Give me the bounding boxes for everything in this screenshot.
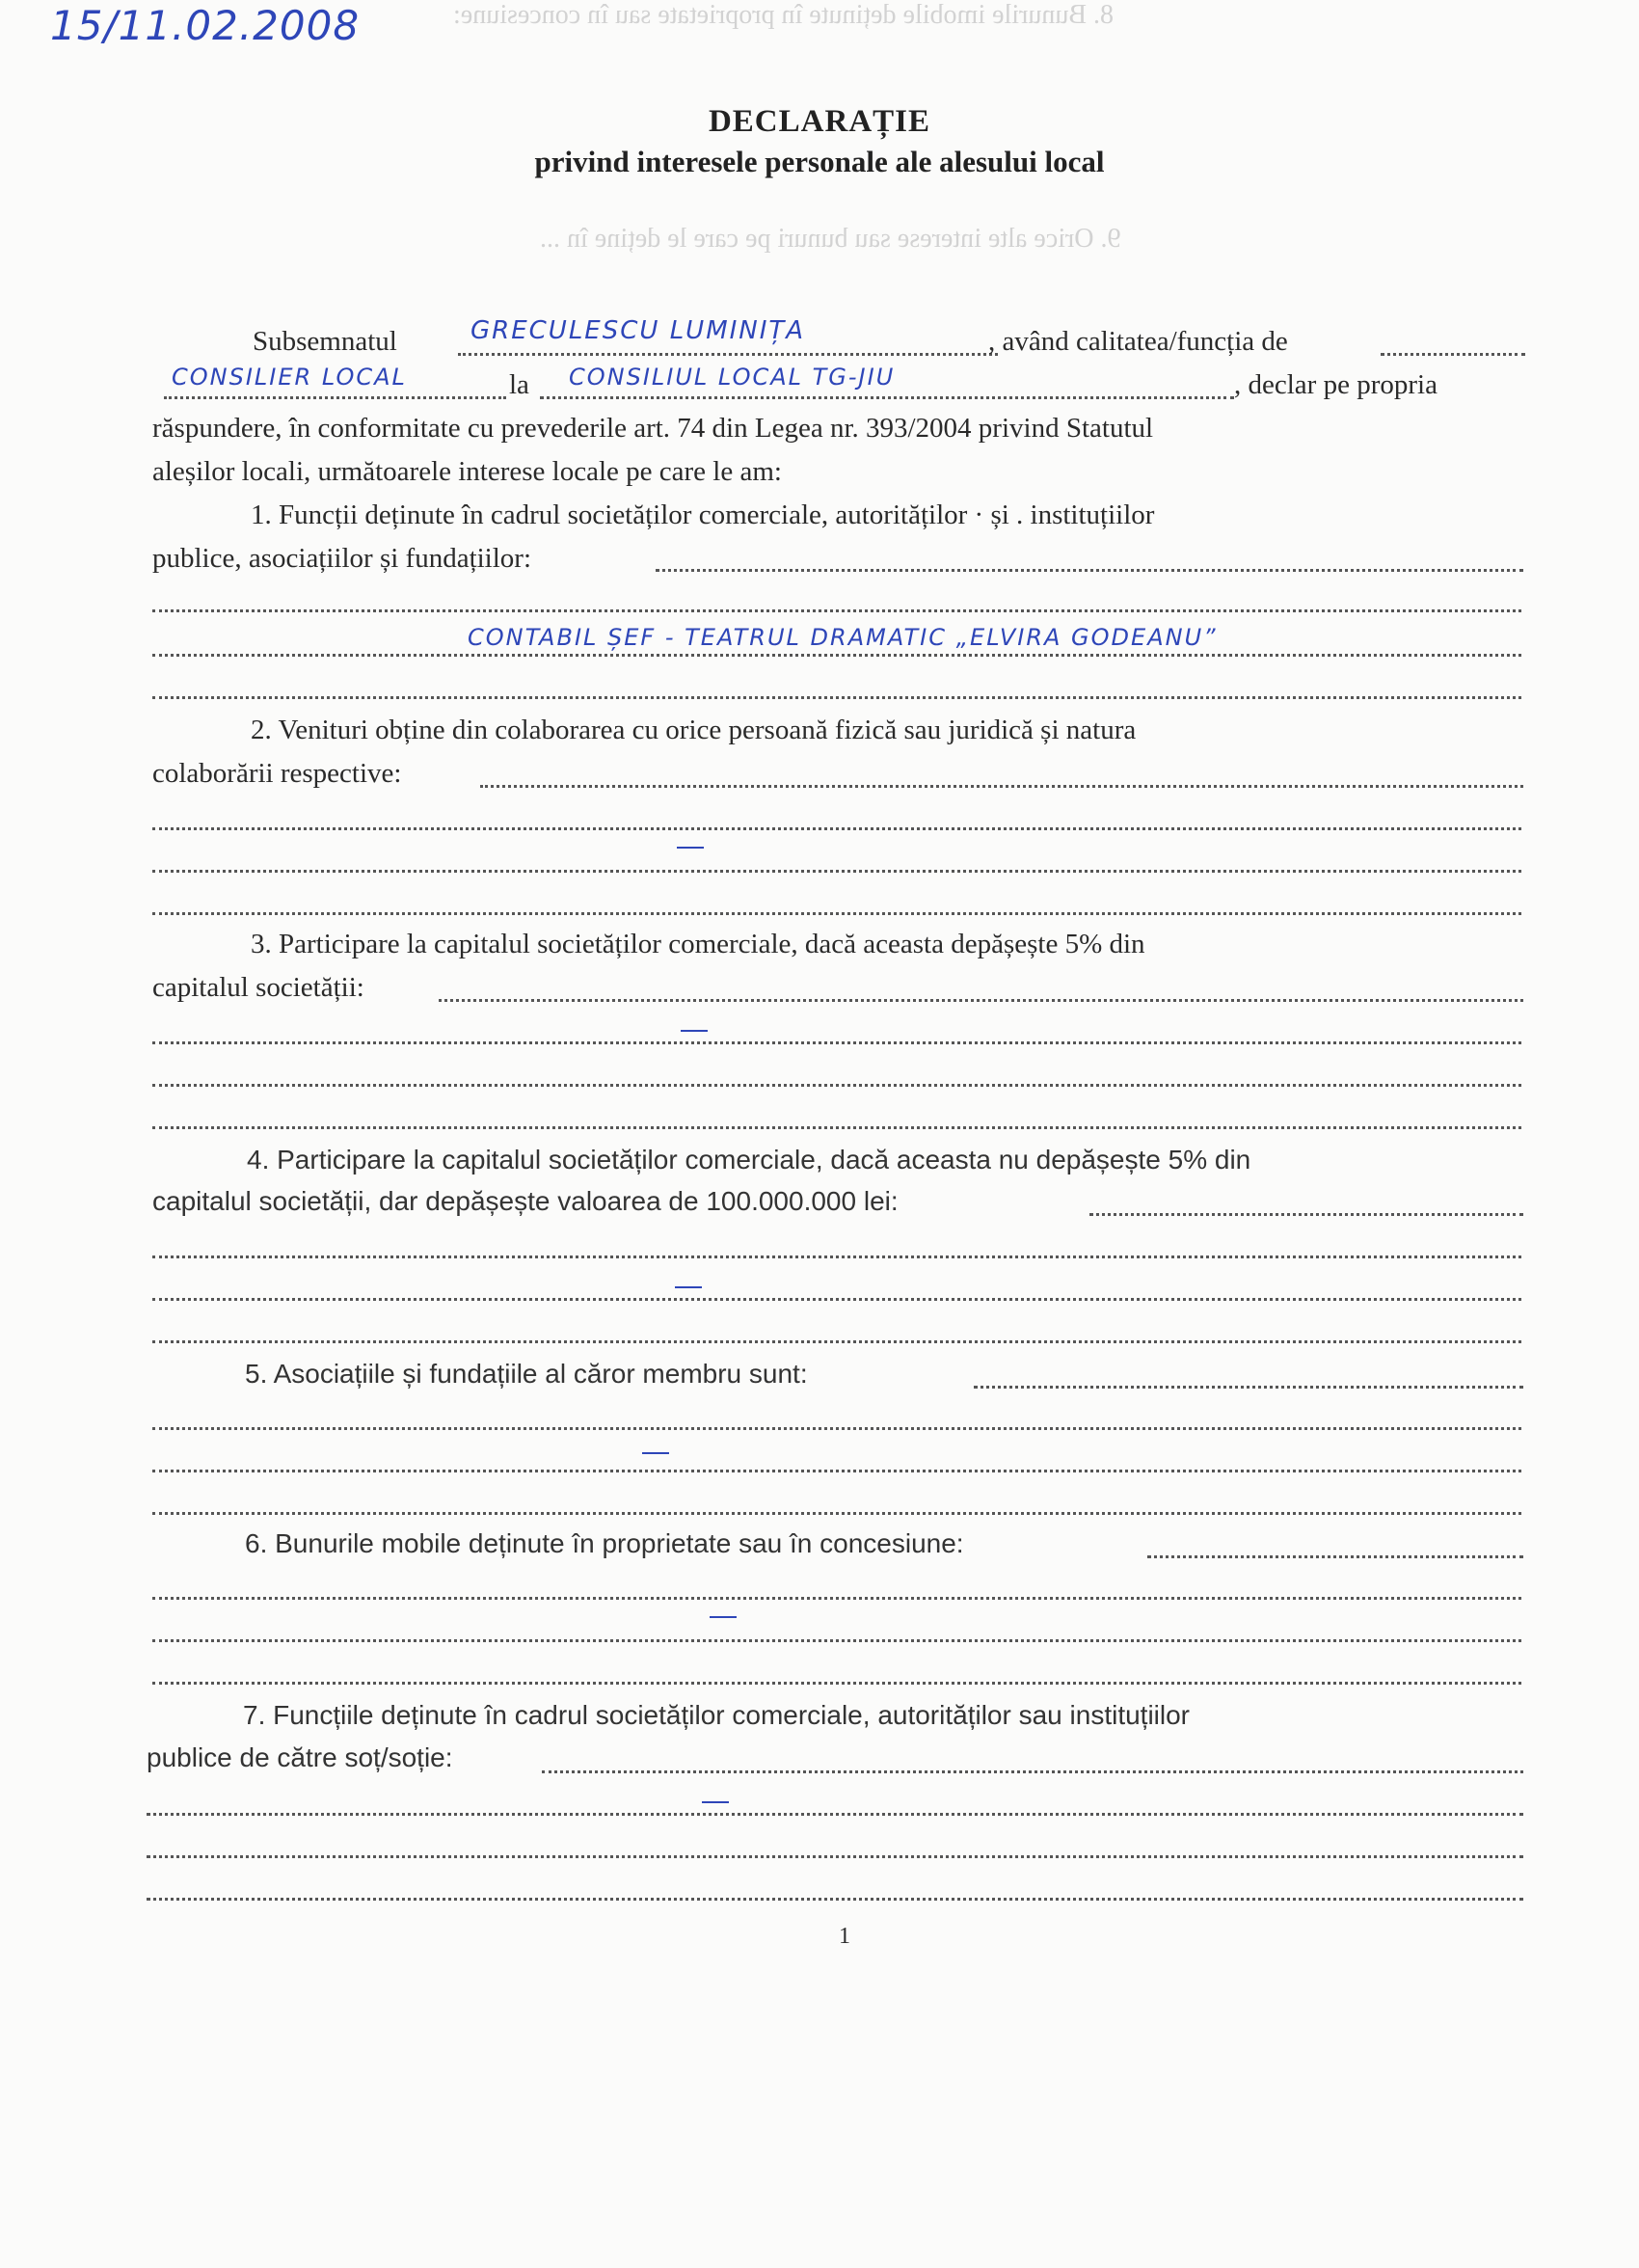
section-2-line-2: colaborării respective: bbox=[152, 758, 402, 789]
show-through-text: 8. Bunurile imobile deținute în proprietate sau în concesiune: bbox=[453, 0, 1115, 30]
section-5-fill-1 bbox=[974, 1386, 1523, 1389]
name-field-line bbox=[458, 353, 998, 356]
section-6-fill-4 bbox=[152, 1682, 1521, 1685]
section-6-fill-2 bbox=[152, 1597, 1521, 1600]
section-7-fill-3 bbox=[147, 1855, 1523, 1858]
section-7-fill-4 bbox=[147, 1898, 1523, 1901]
subsemnatul-label: Subsemnatul bbox=[253, 326, 397, 357]
section-2-fill-3 bbox=[152, 870, 1521, 873]
section-4-fill-2 bbox=[152, 1256, 1521, 1258]
section-2-fill-1 bbox=[480, 785, 1523, 788]
name-handwritten: GRECULESCU LUMINIȚA bbox=[470, 316, 806, 345]
la-label: la bbox=[509, 369, 529, 400]
section-3-line-1: 3. Participare la capitalul societăților comerciale, dacă aceasta depășește 5% din bbox=[251, 929, 1145, 959]
section-4-fill-3 bbox=[152, 1298, 1521, 1301]
section-3-fill-3 bbox=[152, 1084, 1521, 1087]
intro-line-4: aleșilor locali, următoarele interese locale pe care le am: bbox=[152, 456, 782, 487]
section-4-line-2: capitalul societății, dar depășește valoarea de 100.000.000 lei: bbox=[152, 1186, 899, 1216]
section-5-fill-4 bbox=[152, 1512, 1521, 1515]
section-4-fill-4 bbox=[152, 1340, 1521, 1343]
council-handwritten: CONSILIUL LOCAL TG-JIU bbox=[569, 364, 896, 391]
section-1-fill-2 bbox=[152, 609, 1521, 612]
section-1-line-2: publice, asociațiilor și fundațiilor: bbox=[152, 543, 532, 574]
function-field-line-a bbox=[1381, 353, 1525, 356]
section-6-fill-3 bbox=[152, 1639, 1521, 1642]
section-1-fill-4 bbox=[152, 696, 1521, 699]
section-1-handwritten: CONTABIL ȘEF - TEATRUL DRAMATIC „ELVIRA GODEANU” bbox=[468, 624, 1218, 651]
section-3-fill-2 bbox=[152, 1041, 1521, 1044]
section-5-fill-3 bbox=[152, 1470, 1521, 1472]
section-3-line-2: capitalul societății: bbox=[152, 972, 364, 1003]
section-2-fill-4 bbox=[152, 912, 1521, 915]
section-7-line-1: 7. Funcțiile deținute în cadrul societăților comerciale, autorităților sau instituțiilor bbox=[243, 1700, 1191, 1730]
section-1-line-1: 1. Funcții deținute în cadrul societăților comerciale, autorităților · și . instituțiilor bbox=[251, 500, 1155, 530]
avand-label: , având calitatea/funcția de bbox=[988, 326, 1288, 357]
section-2-dash-mark bbox=[677, 847, 704, 849]
section-3-dash-mark bbox=[681, 1030, 708, 1032]
section-5-fill-2 bbox=[152, 1427, 1521, 1430]
section-2-fill-2 bbox=[152, 827, 1521, 830]
document-title: DECLARAȚIE bbox=[708, 104, 931, 139]
section-7-dash-mark bbox=[702, 1801, 729, 1803]
section-2-line-1: 2. Venituri obține din colaborarea cu orice persoană fizică sau juridică și natura bbox=[251, 715, 1137, 745]
section-3-fill-1 bbox=[439, 999, 1523, 1002]
section-4-fill-1 bbox=[1089, 1213, 1523, 1216]
section-6-line-1: 6. Bunurile mobile deținute în proprietate sau în concesiune: bbox=[245, 1528, 964, 1558]
section-4-line-1: 4. Participare la capitalul societăților comerciale, dacă aceasta nu depășește 5% din bbox=[247, 1145, 1251, 1174]
declar-label: , declar pe propria bbox=[1234, 369, 1437, 400]
section-6-fill-1 bbox=[1147, 1555, 1523, 1558]
section-4-dash-mark bbox=[675, 1286, 702, 1288]
section-7-fill-1 bbox=[542, 1770, 1523, 1773]
section-7-fill-2 bbox=[147, 1813, 1523, 1816]
section-6-dash-mark bbox=[710, 1616, 737, 1618]
section-5-line-1: 5. Asociațiile și fundațiile al căror membru sunt: bbox=[245, 1359, 808, 1389]
page-number: 1 bbox=[839, 1924, 850, 1949]
section-5-dash-mark bbox=[642, 1452, 669, 1454]
section-3-fill-4 bbox=[152, 1126, 1521, 1129]
intro-line-3: răspundere, în conformitate cu prevederile art. 74 din Legea nr. 393/2004 privind Statutul bbox=[152, 413, 1154, 444]
show-through-text: 9. Orice alte interese sau bunuri pe care le deține în ... bbox=[540, 224, 1121, 254]
handwritten-date: 15/11.02.2008 bbox=[50, 2, 361, 49]
section-7-line-2: publice de către soț/soție: bbox=[147, 1742, 453, 1772]
document-subtitle: privind interesele personale ale alesului local bbox=[534, 145, 1105, 178]
section-1-fill-1 bbox=[656, 569, 1523, 572]
function-handwritten: CONSILIER LOCAL bbox=[172, 364, 407, 391]
